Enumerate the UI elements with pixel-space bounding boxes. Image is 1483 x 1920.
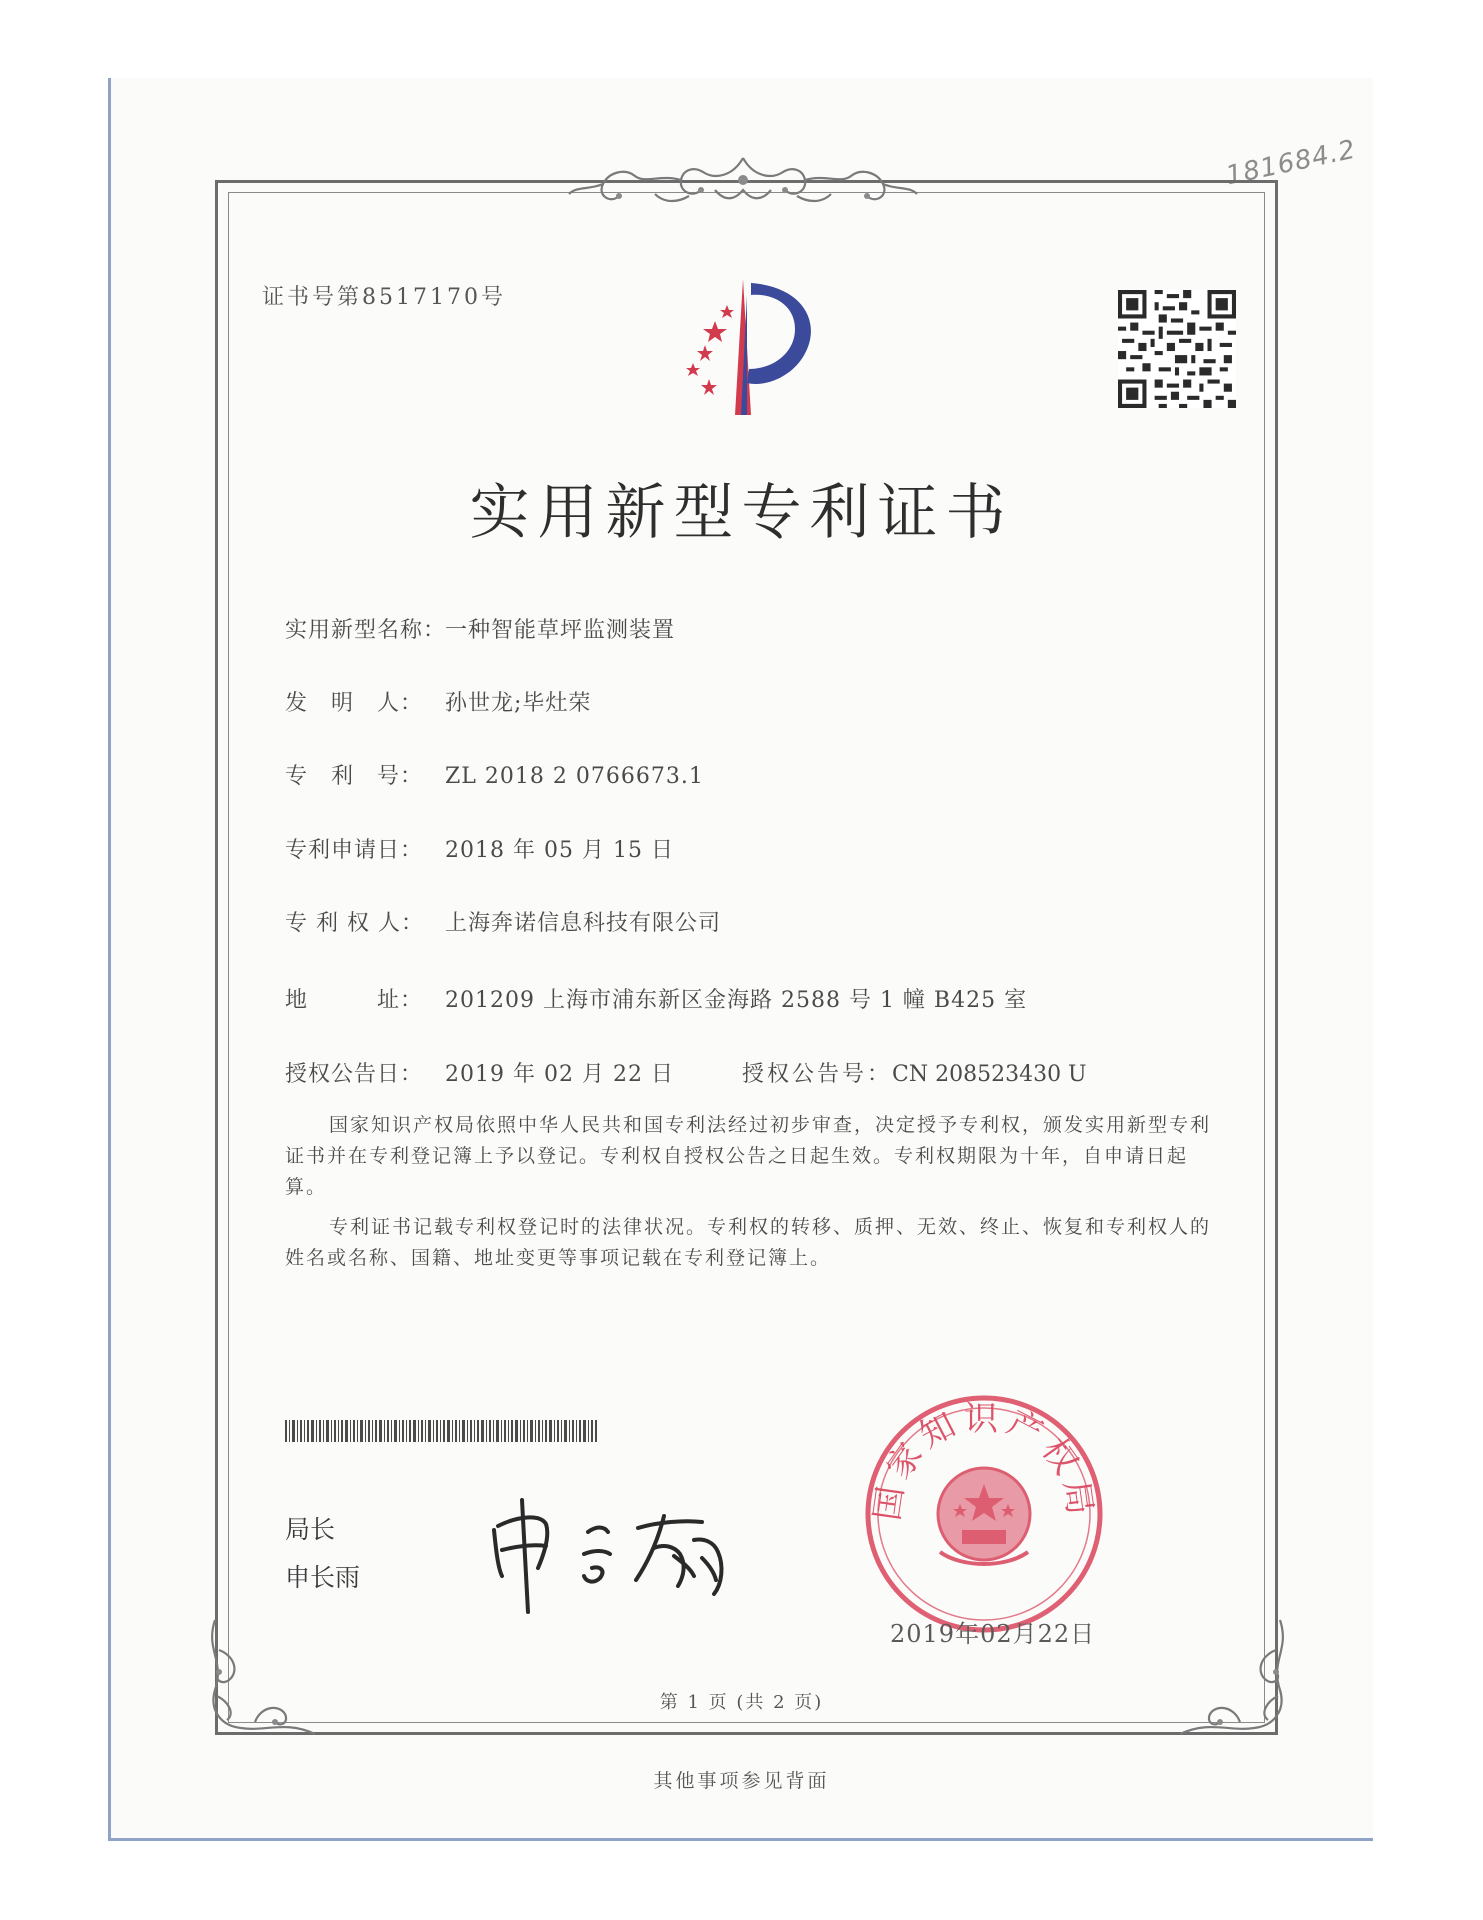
official-seal-icon [862, 1392, 1106, 1636]
field-label: 实用新型名称： [285, 618, 447, 643]
field-application-date [285, 833, 674, 864]
field-address [285, 983, 1027, 1014]
seal-text: 国家知识产权局 [867, 1398, 1101, 1524]
field-value: ZL 2018 2 0766673.1 [445, 764, 704, 789]
issue-date: 2019年02月22日 [890, 1620, 1096, 1648]
field-label: 专 利 号： [285, 764, 424, 789]
field-value: 一种智能草坪监测装置 [445, 618, 676, 643]
field-label: 发 明 人： [285, 691, 424, 716]
field-value: CN 208523430 U [892, 1062, 1087, 1087]
field-label: 授权公告日： [285, 1062, 424, 1087]
field-value: 孙世龙;毕灶荣 [445, 691, 592, 716]
field-utility-model-name [285, 613, 675, 644]
statement-paragraph: 专利证书记载专利权登记时的法律状况。专利权的转移、质押、无效、终止、恢复和专利权人的姓名或名称、国籍、地址变更等事项记载在专利登记簿上。 [285, 1216, 1212, 1269]
bottom-left-ornament-icon [195, 1610, 335, 1750]
field-label: 专利申请日： [285, 838, 424, 863]
top-ornament-icon [565, 150, 921, 214]
field-value: 2019 年 02 月 22 日 [445, 1062, 674, 1087]
handwritten-note: 181684.2 [1223, 134, 1359, 192]
field-patent-number [285, 759, 704, 790]
field-label: 地 址： [285, 988, 424, 1013]
bottom-right-ornament-icon [1160, 1610, 1300, 1750]
certificate-title: 实用新型专利证书 [469, 478, 1014, 548]
director-title: 局长 [285, 1515, 336, 1544]
field-label: 授权公告号： [742, 1062, 893, 1087]
field-value: 201209 上海市浦东新区金海路 2588 号 1 幢 B425 室 [445, 988, 1028, 1013]
field-grant-announcement-number [742, 1057, 1087, 1088]
field-patentee [285, 906, 721, 937]
statement-paragraph: 国家知识产权局依照中华人民共和国专利法经过初步审查，决定授予专利权，颁发实用新型专利证书并在专利登记簿上予以登记。专利权自授权公告之日起生效。专利权期限为十年，自申请日起算。 [285, 1114, 1212, 1198]
field-label: 专 利 权 人： [285, 911, 424, 936]
qr-code-icon [1118, 290, 1236, 408]
director-name: 申长雨 [285, 1563, 361, 1592]
field-value: 2018 年 05 月 15 日 [445, 838, 674, 863]
field-value: 上海奔诺信息科技有限公司 [445, 911, 722, 936]
director-signature-icon [488, 1480, 748, 1620]
barcode-icon [285, 1420, 597, 1442]
certificate-number: 证书号第8517170号 [262, 285, 506, 310]
page-number: 第 1 页 (共 2 页) [659, 1692, 824, 1713]
field-inventor [285, 686, 591, 717]
patent-office-logo-icon [655, 265, 835, 425]
field-grant-announcement-date [285, 1057, 674, 1088]
footer-note: 其他事项参见背面 [653, 1770, 830, 1792]
